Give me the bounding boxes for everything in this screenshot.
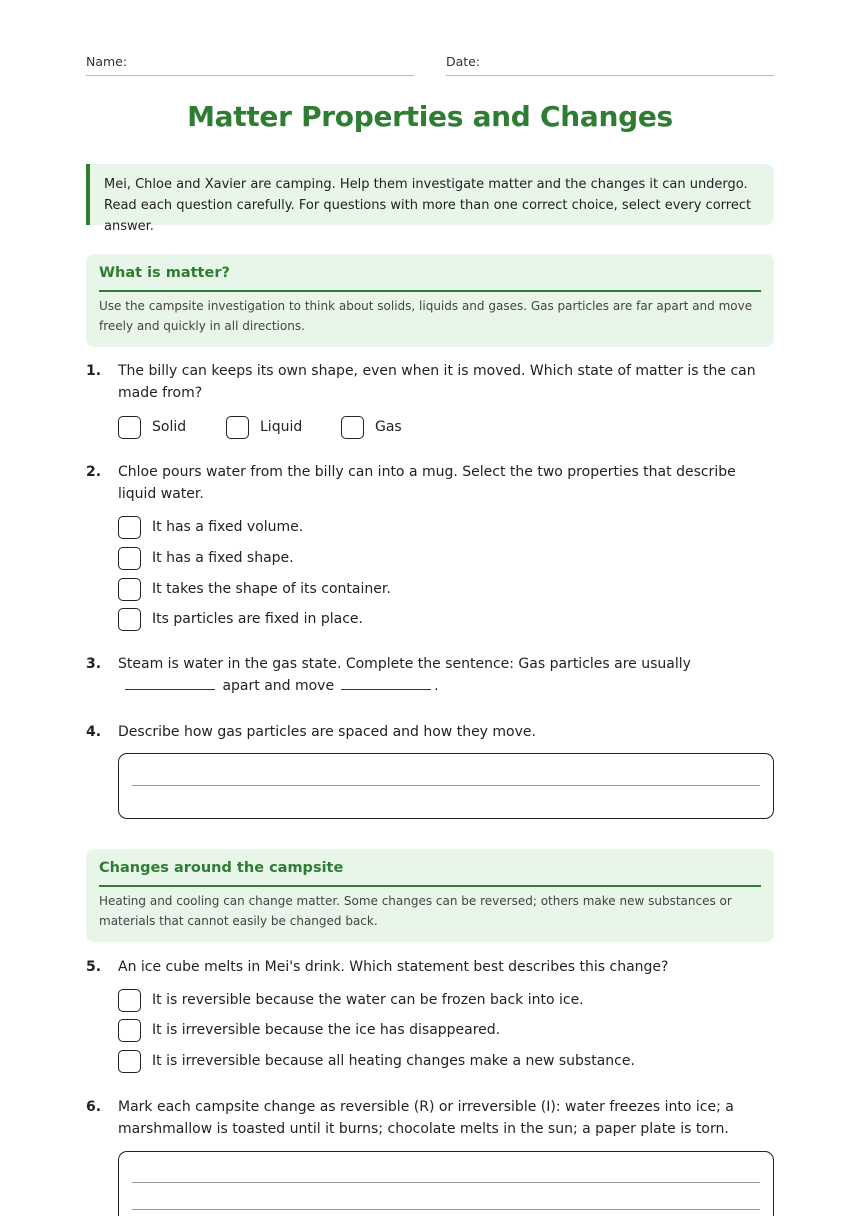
option-irreversible-disappeared[interactable]	[118, 1018, 718, 1042]
question-1	[86, 360, 774, 444]
intro-callout: Mei, Chloe and Xavier are camping. Help them investigate matter and the changes it can undergo. Read each question carefully. For questions with more than one correct choice, select every correct answer.	[86, 164, 774, 225]
option-solid[interactable]	[118, 415, 208, 439]
section-title: Changes around the campsite	[99, 859, 761, 887]
answer-line	[132, 785, 760, 786]
option-label: Its particles are fixed in place.	[152, 611, 363, 627]
question-text-part2: apart and move	[222, 678, 335, 694]
fill-in-blank-2[interactable]	[341, 676, 431, 690]
section-description: Heating and cooling can change matter. Some changes can be reversed; others make new substances or materials that cannot easily be changed back.	[99, 894, 732, 928]
checkbox[interactable]	[118, 1019, 141, 1042]
question-text-part3: .	[434, 678, 439, 694]
option-label: It is reversible because the water can be frozen back into ice.	[152, 992, 584, 1008]
question-4	[86, 721, 774, 821]
answer-line	[132, 1182, 760, 1183]
question-number: 6.	[86, 1099, 102, 1115]
section-description: Use the campsite investigation to think about solids, liquids and gases. Gas particles are far apart and move freely and quickly in all directions.	[99, 299, 753, 333]
checkbox[interactable]	[118, 608, 141, 631]
question-number: 3.	[86, 656, 102, 672]
question-number: 2.	[86, 464, 102, 480]
option-label: It is irreversible because all heating changes make a new substance.	[152, 1053, 635, 1069]
option-reversible[interactable]	[118, 988, 718, 1012]
question-text: Describe how gas particles are spaced and how they move.	[118, 724, 536, 740]
question-text: An ice cube melts in Mei's drink. Which statement best describes this change?	[118, 959, 669, 975]
section-what-is-matter	[86, 254, 774, 347]
question-text: The billy can keeps its own shape, even when it is moved. Which state of matter is the can made from?	[118, 363, 756, 401]
question-text-part1: Steam is water in the gas state. Complete the sentence: Gas particles are usually	[118, 656, 691, 672]
option-label: It has a fixed volume.	[152, 519, 304, 535]
option-fixed-shape[interactable]	[118, 546, 678, 570]
section-changes-around-campsite	[86, 849, 774, 942]
checkbox[interactable]	[118, 578, 141, 601]
question-text	[118, 653, 774, 697]
option-label: Liquid	[260, 419, 303, 435]
option-liquid[interactable]	[226, 415, 326, 439]
option-label: It is irreversible because the ice has disappeared.	[152, 1022, 501, 1038]
name-label: Name:	[86, 54, 128, 69]
checkbox[interactable]	[118, 416, 141, 439]
option-fixed-volume[interactable]	[118, 515, 678, 539]
option-label: Solid	[152, 419, 187, 435]
option-gas[interactable]	[341, 415, 431, 439]
question-5	[86, 956, 774, 1076]
option-label: It has a fixed shape.	[152, 550, 294, 566]
option-takes-container-shape[interactable]	[118, 577, 678, 601]
option-label: Gas	[375, 419, 402, 435]
checkbox[interactable]	[341, 416, 364, 439]
option-label: It takes the shape of its container.	[152, 581, 391, 597]
section-title: What is matter?	[99, 264, 761, 292]
checkbox[interactable]	[118, 547, 141, 570]
date-field[interactable]	[446, 54, 774, 76]
question-number: 4.	[86, 724, 102, 740]
checkbox[interactable]	[118, 516, 141, 539]
question-number: 1.	[86, 363, 102, 379]
page-title: Matter Properties and Changes	[187, 100, 673, 133]
answer-box[interactable]	[118, 1151, 774, 1216]
worksheet-page	[86, 0, 774, 1216]
question-2	[86, 461, 774, 633]
date-label: Date:	[446, 54, 481, 69]
checkbox[interactable]	[118, 1050, 141, 1073]
fill-in-blank-1[interactable]	[125, 676, 215, 690]
option-particles-fixed[interactable]	[118, 607, 678, 631]
question-number: 5.	[86, 959, 102, 975]
checkbox[interactable]	[118, 989, 141, 1012]
name-field[interactable]	[86, 54, 414, 76]
question-6	[86, 1096, 774, 1216]
checkbox[interactable]	[226, 416, 249, 439]
name-date-row	[86, 54, 774, 76]
option-irreversible-heating[interactable]	[118, 1049, 718, 1073]
answer-box[interactable]	[118, 753, 774, 819]
question-text: Chloe pours water from the billy can into a mug. Select the two properties that describe liquid water.	[118, 464, 736, 502]
question-text: Mark each campsite change as reversible (R) or irreversible (I): water freezes into ice; a marshmallow is toasted until it burns; chocolate melts in the sun; a paper plate is torn.	[118, 1099, 734, 1137]
question-3	[86, 653, 774, 699]
answer-line	[132, 1209, 760, 1210]
